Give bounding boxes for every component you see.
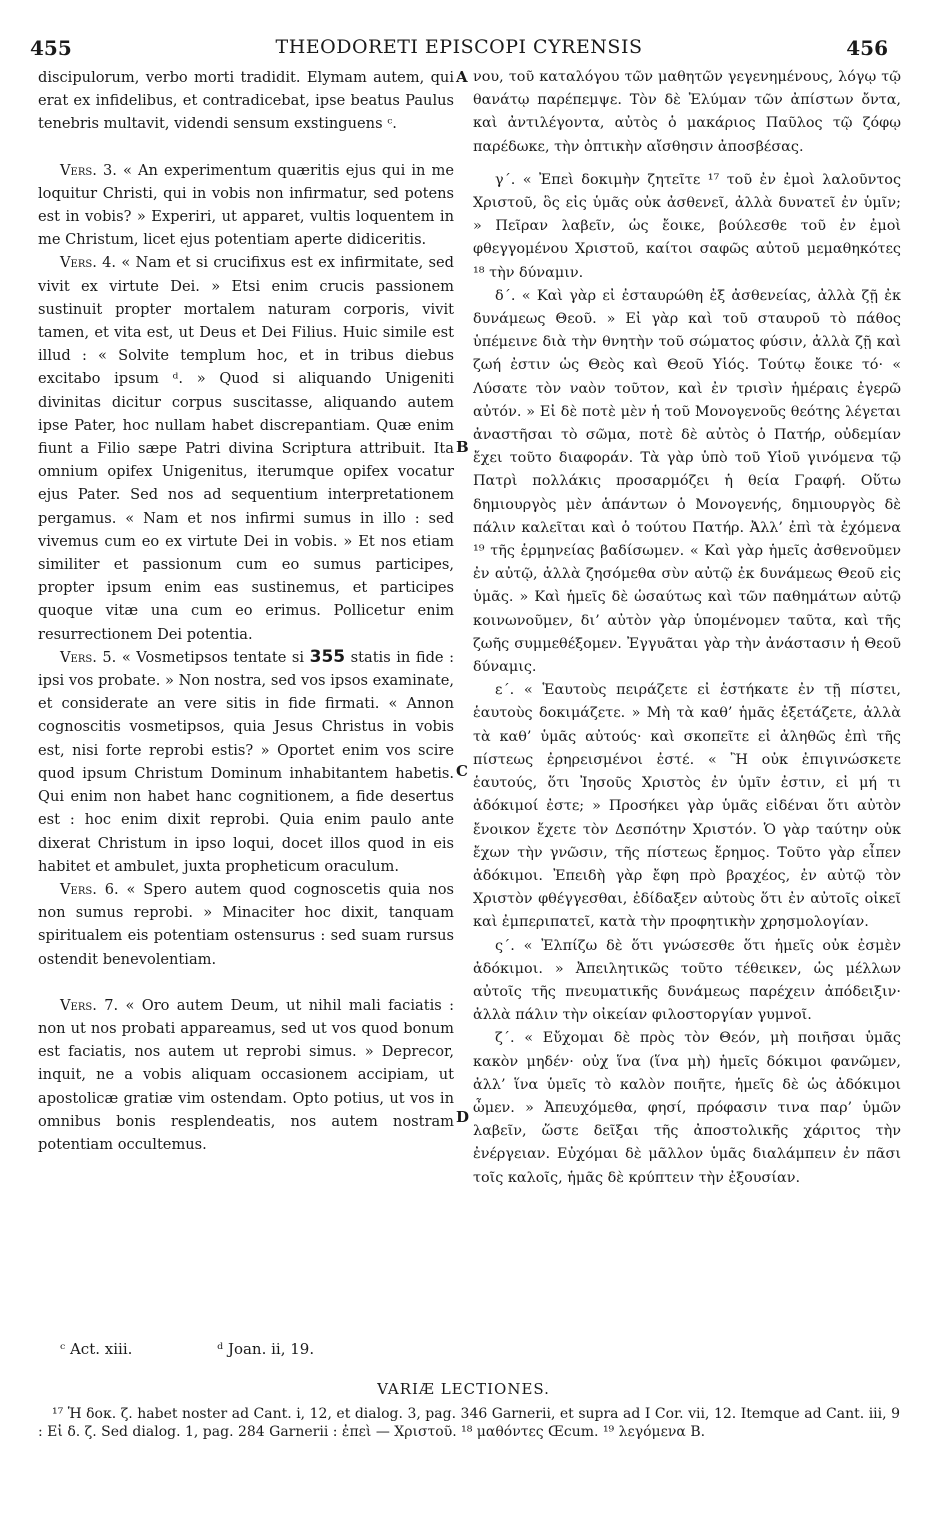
verse-text: « Vosmetipsos tentate si bbox=[121, 648, 305, 666]
verse-heading: Vers. 7. bbox=[60, 996, 119, 1014]
page-marker: 355 bbox=[309, 646, 346, 667]
verse-text: « An experimentum quæritis ejus qui in me loquitur Christi, qui in vobis non infirmatur, sed potens est in vobis? » Experiri, ut apparet, vultis loquentem in me Christum, licet ejus potentiam aperte didiceritis. bbox=[38, 161, 455, 249]
verse-heading: Vers. 3. bbox=[60, 161, 117, 179]
page-number-right: 456 bbox=[846, 36, 888, 60]
greek-verse-3: γ΄. « Ἐπεὶ δοκιμὴν ζητεῖτε ¹⁷ τοῦ ἐν ἐμοὶ λαλοῦντος Χριστοῦ, ὃς εἰς ὑμᾶς οὐκ ἀσθενεῖ, ἀλλὰ δυνατεῖ ἐν ὑμῖν; » Πεῖραν λαβεῖν, ὡς ἔοικε, βούλεσθε τοῦ ἐν ἐμοὶ φθεγγομένου Χριστοῦ, καίτοι σαφῶς αὐτοῦ μεμαθηκότες ¹⁸ τὴν δύναμιν. bbox=[473, 171, 901, 281]
latin-verse-7 bbox=[38, 994, 454, 1156]
margin-letter-d: D bbox=[456, 1108, 470, 1126]
verse-heading: Vers. 6. bbox=[60, 880, 119, 898]
footnote-d: ᵈ Joan. ii, 19. bbox=[217, 1340, 315, 1358]
verse-text: « Oro autem Deum, ut nihil mali faciatis : non ut nos probati appareamus, sed ut vos quod bonum est faciatis, nos autem ut reprobi simus. » Deprecor, inquit, ne a vobis aliquam occasionem accipiam, ut apostolicæ gratiæ vim ostendam. Opto potius, ut vos in omnibus bonis resplendeatis, nos autem nostram potentiam occultemus. bbox=[38, 996, 454, 1153]
greek-column bbox=[473, 66, 901, 1190]
greek-verse-5: ε΄. « Ἑαυτοὺς πειράζετε εἰ ἑστήκατε ἐν τῇ πίστει, ἑαυτοὺς δοκιμάζετε. » Μὴ τὰ καθ’ ἡμᾶς ἐξετάζετε, ἀλλὰ τὰ καθ’ ὑμᾶς αὐτούς· καὶ σκοπεῖτε εἰ ἀληθῶς ἐπὶ τῆς πίστεως ἐρηρεισμένοι ἐστέ. « Ἢ οὐκ ἐπιγινώσκετε ἑαυτούς, ὅτι Ἰησοῦς Χριστὸς ἐν ὑμῖν ἐστιν, εἰ μή τι ἀδόκιμοί ἐστε; » Προσήκει γὰρ ὑμᾶς εἰδέναι ὅτι αὐτὸν ἔνοικον ἔχετε τὸν Δεσπότην Χριστόν. Ὁ γὰρ ταύτην οὐκ ἔχων τὴν γνῶσιν, τῆς πίστεως ἔρημος. Τοῦτο γὰρ εἶπεν ἀδόκιμοι. Ἐπειδὴ γὰρ ἔφη πρὸ βραχέος, ἐν αὐτῷ τὸν Χριστὸν φθέγγεσθαι, ἐδίδαξεν αὐτοὺς ὅτι ἐν αὐτοῖς οἰκεῖ καὶ ἐμπεριπατεῖ, κατὰ τὴν προφητικὴν χρησμολογίαν. bbox=[473, 682, 901, 931]
latin-verse-5 bbox=[38, 646, 454, 878]
verse-text: statis in fide : ipsi vos probate. » Non nostra, sed vos ipsos examinate, et considerate an vere sitis in fide firmati. « Annon cognoscitis vosmetipsos, quia Jesus Christus in vobis est, nisi forte reprobi estis? » Oportet enim vos scire quod ipsum Christum Dominum inhabitantem habetis. Qui enim non habet hanc cognitionem, a fide desertus est : hoc enim dixit reprobi. Quia enim paulo ante dixerat Christum in ipso loqui, docet illos quod in eis habitet et ambulet, juxta propheticum oraculum. bbox=[38, 648, 454, 875]
latin-column bbox=[38, 66, 454, 1156]
margin-letter-c: C bbox=[456, 762, 468, 780]
latin-verse-4 bbox=[38, 251, 454, 645]
running-title: THEODORETI EPISCOPI CYRENSIS bbox=[275, 36, 643, 58]
greek-verse-6: ς΄. « Ἐλπίζω δὲ ὅτι γνώσεσθε ὅτι ἡμεῖς οὐκ ἐσμὲν ἀδόκιμοι. » Ἀπειλητικῶς τοῦτο τέθεικεν, ὡς μέλλων αὐτοῖς τῆς πνευματικῆς δυνάμεως παρέχειν ἀπόδειξιν· ἀλλὰ πάλιν τὴν οἰκείαν φιλοστοργίαν γυμνοῖ. bbox=[473, 937, 901, 1024]
margin-letter-a: A bbox=[456, 68, 468, 86]
latin-verse-6 bbox=[38, 878, 454, 971]
page-header bbox=[30, 36, 888, 64]
variae-lectiones-text: ¹⁷ Ἡ δοκ. ζ. habet noster ad Cant. i, 12, et dialog. 3, pag. 346 Garnerii, et supra ad I Cor. vii, 12. Itemque ad Cant. iii, 9 : Εἰ δ. ζ. Sed dialog. 1, pag. 284 Garnerii : ἐπεὶ — Χριστοῦ. ¹⁸ μαθόντες Œcum. ¹⁹ λεγόμενα B. bbox=[38, 1406, 900, 1440]
margin-letter-b: B bbox=[456, 438, 469, 456]
verse-heading: Vers. 4. bbox=[60, 254, 117, 272]
greek-paragraph: νου, τοῦ καταλόγου τῶν μαθητῶν γεγενημένους, λόγῳ τῷ θανάτῳ παρέπεμψε. Τὸν δὲ Ἐλύμαν τῶν ἀπίστων ὄντα, καὶ ἀντιλέγοντα, αὐτὸς ὁ μακάριος Παῦλος τῷ ζόφῳ παρέδωκε, τὴν ὀπτικὴν αἴσθησιν ἀποσβέσας. bbox=[473, 69, 901, 155]
variae-lectiones bbox=[38, 1405, 900, 1441]
page-number-left: 455 bbox=[30, 36, 72, 60]
latin-verse-3 bbox=[38, 159, 454, 252]
latin-paragraph: discipulorum, verbo morti tradidit. Elymam autem, qui erat ex infidelibus, et contradicebat, ipse beatus Paulus tenebris multavit, videndi sensum exstinguens ᶜ. bbox=[38, 69, 454, 133]
verse-text: « Spero autem quod cognoscetis quia nos non sumus reprobi. » Minaciter hoc dixit, tanquam spiritualem eis potentiam ostensurus : sed suam rursus ostendit benevolentiam. bbox=[38, 880, 455, 968]
footnote-c: ᶜ Act. xiii. bbox=[60, 1340, 133, 1358]
greek-verse-7: ζ΄. « Εὔχομαι δὲ πρὸς τὸν Θεόν, μὴ ποιῆσαι ὑμᾶς κακὸν μηδέν· οὐχ ἵνα (ἵνα μὴ) ἡμεῖς δόκιμοι φανῶμεν, ἀλλ’ ἵνα ὑμεῖς τὸ καλὸν ποιῆτε, ἡμεῖς δὲ ὡς ἀδόκιμοι ὦμεν. » Ἀπευχόμεθα, φησί, πρόφασιν τινα παρ’ ὑμῶν λαβεῖν, ὥστε δεῖξαι τῆς ἀποστολικῆς χάριτος τὴν ἐνέργειαν. Εὐχόμαι δὲ μᾶλλον ὑμᾶς διαλάμπειν ἐν πᾶσι τοῖς καλοῖς, ἡμᾶς δὲ κρύπτειν τὴν ἐξουσίαν. bbox=[473, 1030, 901, 1186]
variae-lectiones-title: VARIÆ LECTIONES. bbox=[377, 1380, 550, 1398]
verse-heading: Vers. 5. bbox=[60, 648, 117, 666]
footnotes bbox=[60, 1340, 560, 1358]
verse-text: « Nam et si crucifixus est ex infirmitate, sed vivit ex virtute Dei. » Etsi enim crucis passionem sustinuit propter mortalem naturam corporis, vivit tamen, et vita est, ut Deus et Dei Filius. Huic simile est illud : « Solvite templum hoc, et in tribus diebus excitabo ipsum ᵈ. » Quod si aliquando Unigeniti divinitas dicitur corpus suscitasse, aliquando autem ipse Pater, hoc nullam habet discrepantiam. Quæ enim fiunt a Filio sæpe Patri divina Scriptura attribuit. Ita omnium opifex Unigenitus, iterumque opifex vocatur ejus Pater. Sed nos ad sequentium interpretationem pergamus. « Nam et nos infirmi sumus in illo : sed vivemus cum eo ex virtute Dei in vobis. » Et nos etiam similiter et passionum cum eo sumus participes, propter ipsum enim eas sustinemus, et participes quoque vitæ una cum eo erimus. Pollicetur enim resurrectionem Dei potentia. bbox=[38, 254, 455, 643]
greek-verse-4: δ΄. « Καὶ γὰρ εἰ ἐσταυρώθη ἐξ ἀσθενείας, ἀλλὰ ζῇ ἐκ δυνάμεως Θεοῦ. » Εἰ γὰρ καὶ τοῦ σταυροῦ τὸ πάθος ὑπέμεινε διὰ τὴν θνητὴν τοῦ σώματος φύσιν, ἀλλὰ ζῇ καὶ ζωή ἐστιν ὡς Θεὸς καὶ Θεοῦ Υἱός. Τούτῳ ἔοικε τό· « Λύσατε τὸν ναὸν τοῦτον, καὶ ἐν τρισὶν ἡμέραις ἐγερῶ αὐτόν. » Εἰ δὲ ποτὲ μὲν ἡ τοῦ Μονογενοῦς θεότης λέγεται ἀναστῆσαι τὸ σῶμα, ποτὲ δὲ αὐτὸς ὁ Πατήρ, οὐδεμίαν ἔχει τοῦτο διαφοράν. Τὰ γὰρ ὑπὸ τοῦ Υἱοῦ γινόμενα τῷ Πατρὶ πολλάκις προσαρμόζει ἡ θεία Γραφή. Οὕτω δημιουργὸς μὲν ἁπάντων ὁ Μονογενής, δημιουργὸς δὲ πάλιν καλεῖται καὶ ὁ τούτου Πατήρ. Ἀλλ’ ἐπὶ τὰ ἑχόμενα ¹⁹ τῆς ἑρμηνείας βαδίσωμεν. « Καὶ γὰρ ἡμεῖς ἀσθενοῦμεν ἐν αὐτῷ, ἀλλὰ ζησόμεθα σὺν αὐτῷ ἐκ δυνάμεως Θεοῦ εἰς ὑμᾶς. » Καὶ ἡμεῖς δὲ ὡσαύτως καὶ τῶν παθημάτων αὐτῷ κοινωνοῦμεν, δι’ αὐτὸν γὰρ ὑπομένομεν ταῦτα, καὶ τῆς ζωῆς συμμεθέξομεν. Ἐγγυᾶται γὰρ τὴν ἀνάστασιν ἡ Θεοῦ δύναμις. bbox=[473, 287, 901, 676]
